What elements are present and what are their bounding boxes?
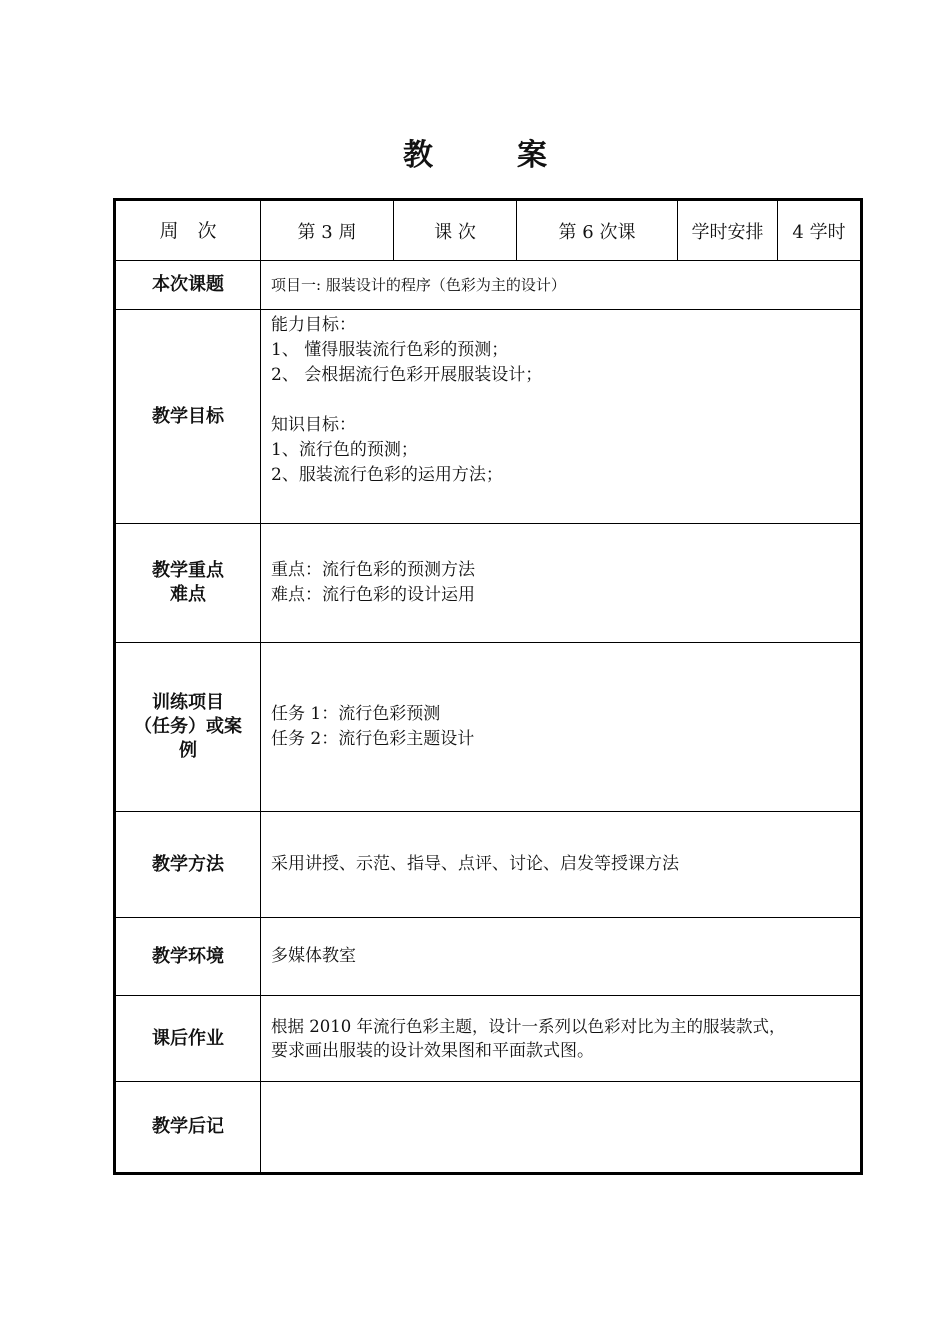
session-value: 第 6 次课 [517, 200, 678, 261]
training-label [115, 643, 261, 812]
title-char-1: 教 [403, 138, 433, 173]
title-char-2: 案 [517, 138, 547, 173]
topic-line: 项目一: 服装设计的程序（色彩为主的设计） [271, 275, 566, 294]
environment-line: 多媒体教室 [271, 946, 356, 966]
reflection-label: 教学后记 [115, 1082, 261, 1174]
objectives-line: 知识目标： [271, 415, 356, 435]
session-label: 课 次 [394, 200, 517, 261]
key-points-row [115, 524, 862, 643]
week-value: 第 3 周 [261, 200, 394, 261]
objectives-line: 1、流行色的预测； [271, 440, 418, 460]
objectives-content [261, 310, 862, 524]
objectives-label: 教学目标 [115, 310, 261, 524]
training-content [261, 643, 862, 812]
key-points-line: 难点：流行色彩的设计运用 [271, 585, 475, 605]
hours-value: 4 学时 [778, 200, 862, 261]
key-points-line: 重点：流行色彩的预测方法 [271, 560, 475, 580]
training-label-line: 训练项目 [152, 692, 224, 713]
homework-label: 课后作业 [115, 996, 261, 1082]
topic-content [261, 261, 862, 310]
environment-row [115, 918, 862, 996]
method-row [115, 812, 862, 918]
objectives-line: 能力目标： [271, 315, 356, 335]
hours-label: 学时安排 [678, 200, 778, 261]
training-line: 任务 2：流行色彩主题设计 [271, 729, 475, 749]
lesson-plan-table [113, 198, 863, 1175]
objectives-line: 2、 会根据流行色彩开展服装设计； [271, 365, 543, 385]
method-line: 采用讲授、示范、指导、点评、讨论、启发等授课方法 [271, 854, 679, 874]
training-row [115, 643, 862, 812]
header-row [115, 200, 862, 261]
environment-content [261, 918, 862, 996]
topic-row [115, 261, 862, 310]
training-label-line: 例 [179, 740, 197, 761]
method-label: 教学方法 [115, 812, 261, 918]
homework-line: 要求画出服装的设计效果图和平面款式图。 [271, 1040, 594, 1061]
key-points-label-line: 教学重点 [152, 560, 224, 581]
objectives-line: 1、 懂得服装流行色彩的预测； [271, 340, 509, 360]
objectives-row [115, 310, 862, 524]
week-label: 周 次 [115, 200, 261, 261]
method-content [261, 812, 862, 918]
reflection-row [115, 1082, 862, 1174]
training-label-line: （任务）或案 [134, 716, 242, 737]
homework-line: 根据 2010 年流行色彩主题，设计一系列以色彩对比为主的服装款式， [271, 1016, 786, 1036]
training-line: 任务 1：流行色彩预测 [271, 704, 441, 724]
key-points-label-line: 难点 [170, 584, 206, 605]
environment-label: 教学环境 [115, 918, 261, 996]
objectives-line: 2、服装流行色彩的运用方法； [271, 465, 503, 485]
key-points-label [115, 524, 261, 643]
homework-row [115, 996, 862, 1082]
objectives-line [271, 388, 850, 413]
key-points-content [261, 524, 862, 643]
topic-label: 本次课题 [115, 261, 261, 310]
homework-content [261, 996, 862, 1082]
page-title [0, 130, 950, 174]
reflection-content [261, 1082, 862, 1174]
